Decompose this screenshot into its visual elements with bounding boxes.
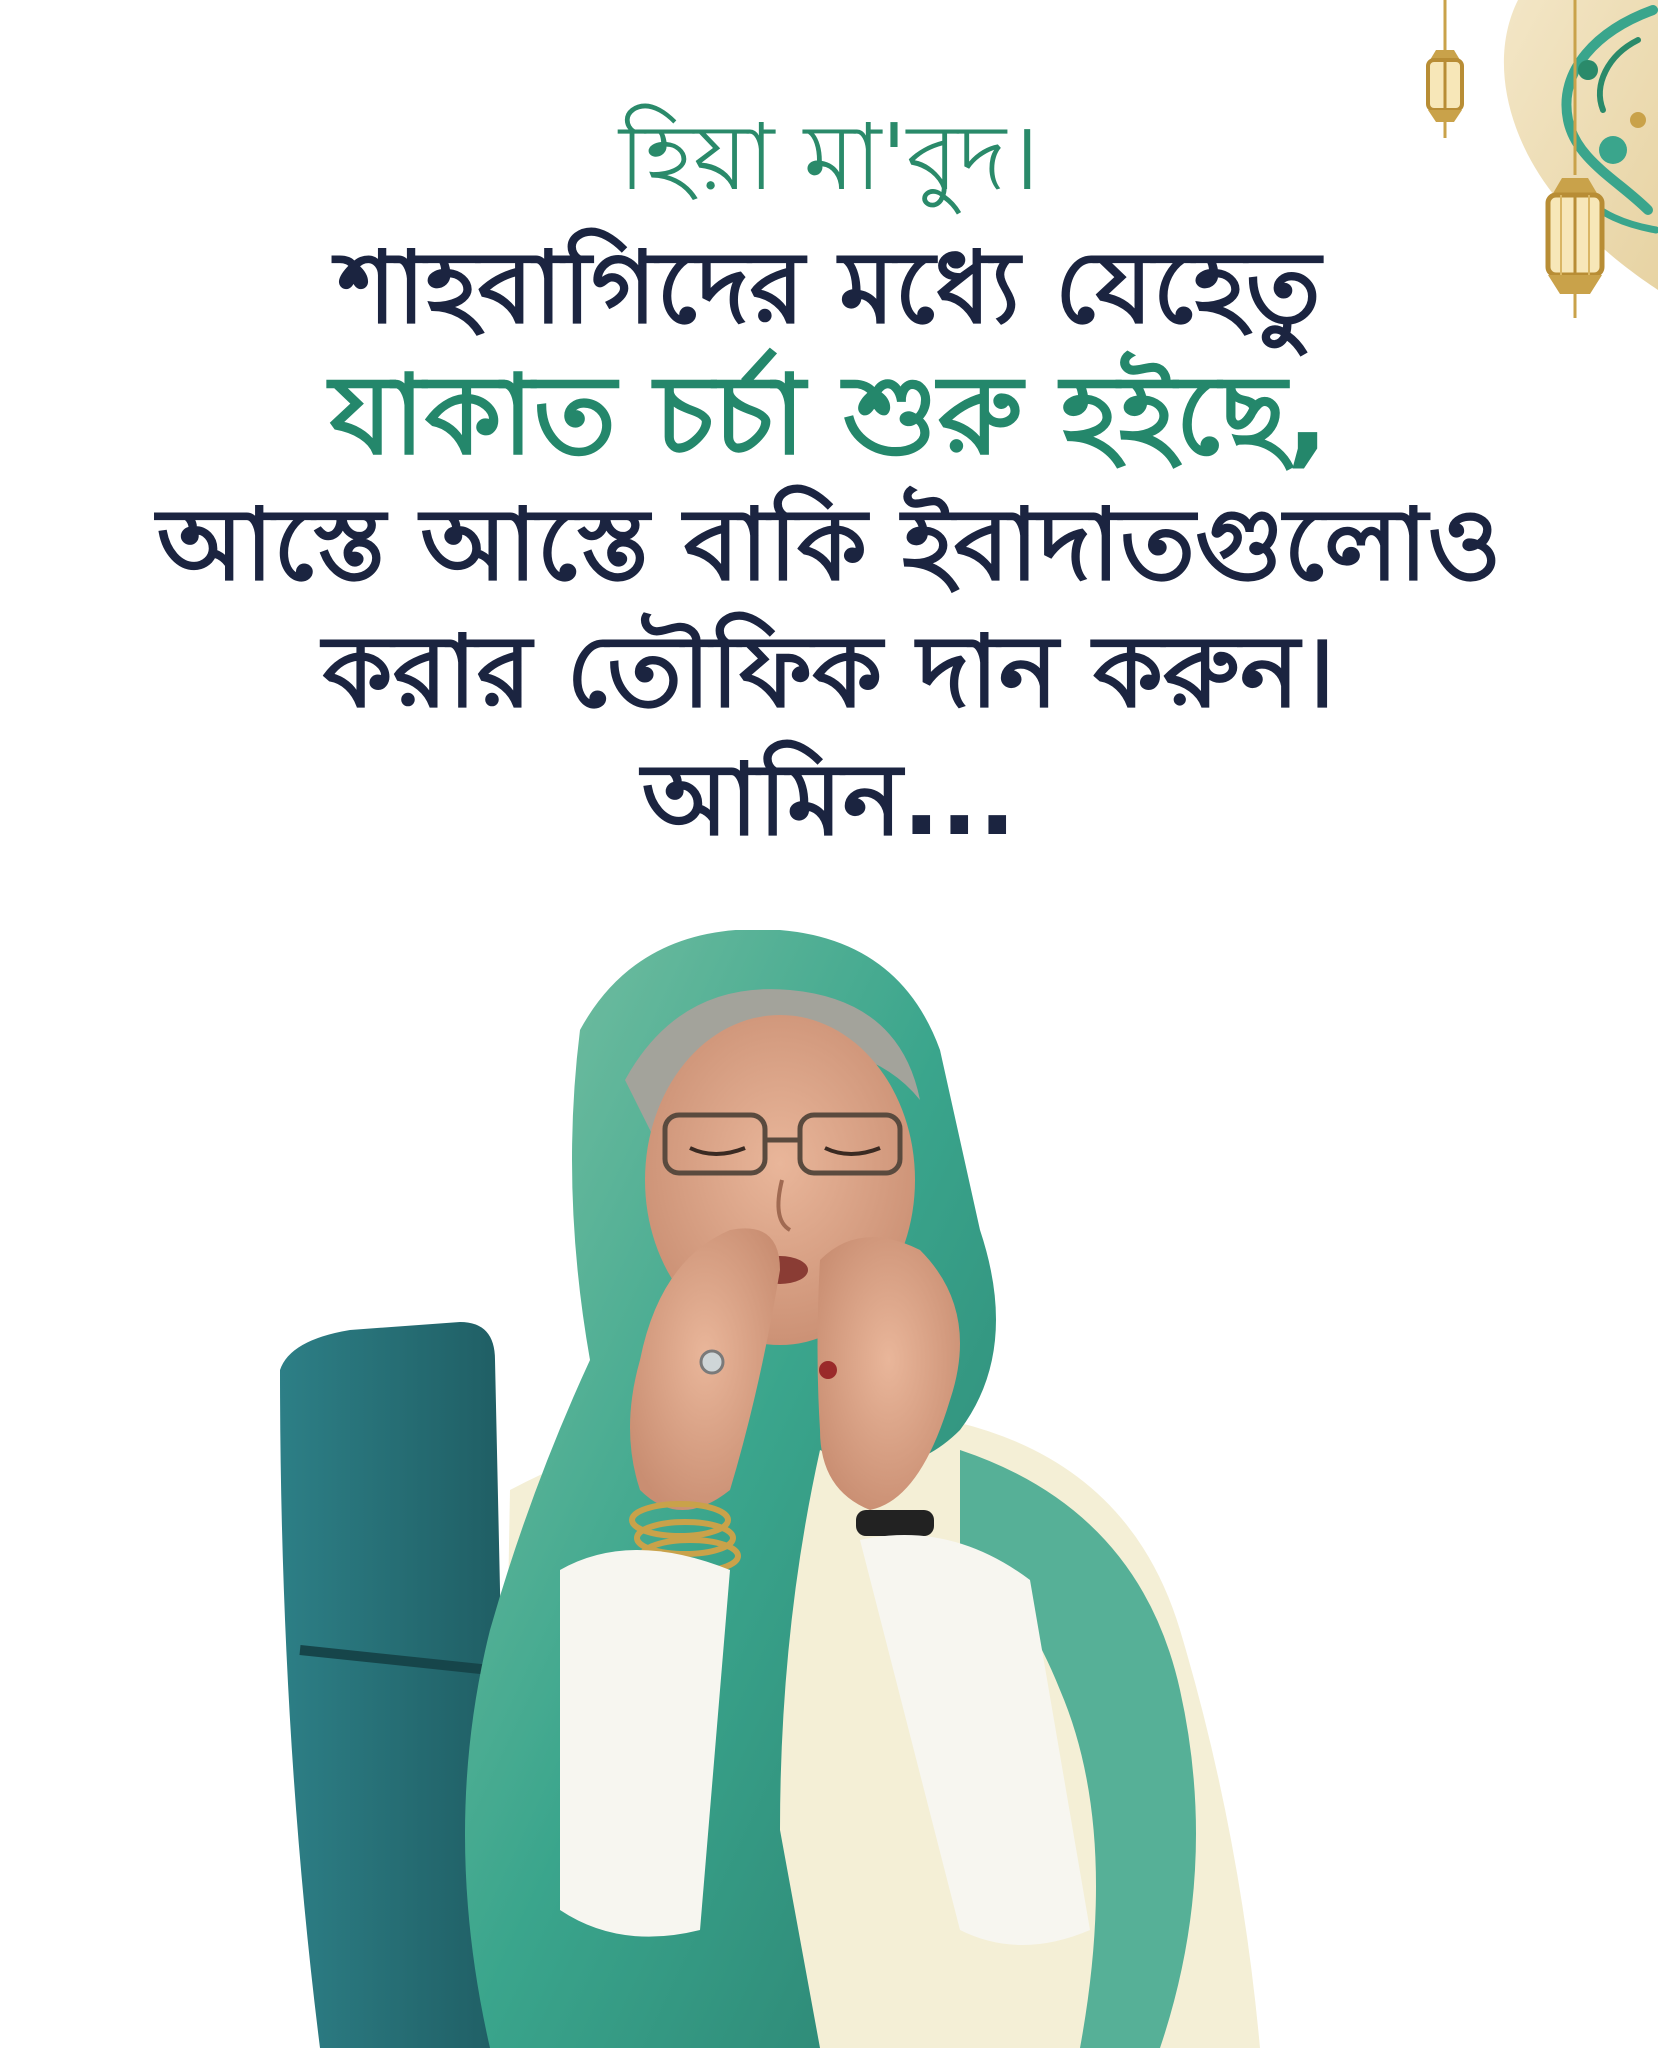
salutation-heading: হিয়া মা'বুদ। [618, 104, 1040, 211]
praying-woman-photo [260, 930, 1400, 2048]
wristwatch [856, 1510, 934, 1536]
message-line-3: আস্তে আস্তে বাকি ইবাদাতগুলোও [156, 486, 1502, 603]
message-line-2-highlight: যাকাত চর্চা শুরু হইছে, [329, 351, 1329, 479]
message-line-4: করার তৌফিক দান করুন। [322, 613, 1336, 730]
message-line-1: শাহবাগিদের মধ্যে যেহেতু [337, 229, 1321, 346]
amen-line: আমিন... [641, 741, 1017, 858]
